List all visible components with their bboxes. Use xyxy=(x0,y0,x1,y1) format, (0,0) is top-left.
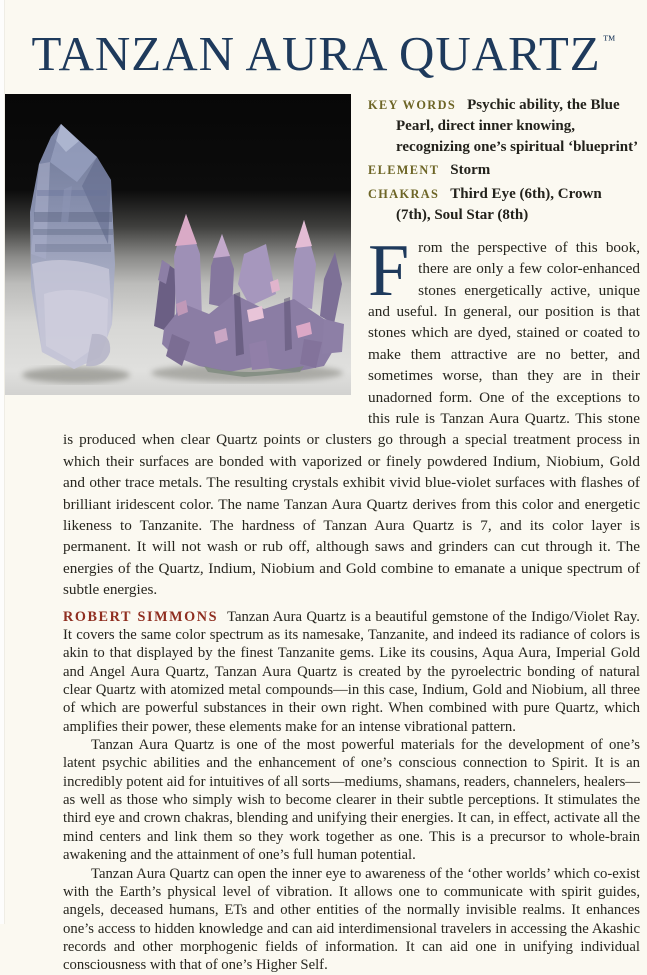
element-row xyxy=(368,160,640,181)
chakras-row xyxy=(368,184,640,226)
chakras-label: CHAKRAS xyxy=(368,187,440,202)
title-text: TANZAN AURA QUARTZ xyxy=(31,26,601,81)
intro-text: rom the perspective of this book, there are only a few color-enhanced stones energetically active, unique and useful. In general, our position is that stones which are dyed, stained or coated to make them attractive are no better, and sometimes worse, than they are in their unadorned form. One of the exceptions to this rule is Tanzan Aura Quartz. This stone is produced when clear Quartz points or clusters go through a special treatment process in which their surfaces are bonded with vaporized or finely powdered Indium, Niobium, Gold and other trace metals. The resulting crystals exhibit vivid blue-violet surfaces with flashes of brilliant iridescent color. The name Tanzan Aura Quartz derives from this color and energetic likeness to Tanzanite. The hardness of Tanzan Aura Quartz is 7, and its color layer is permanent. It will not wash or rub off, although saws and grinders can cut through it. The energies of the Quartz, Indium, Niobium and Gold combine to emanate a unique spectrum of subtle energies. xyxy=(63,238,640,599)
infobox xyxy=(368,94,640,229)
page-title xyxy=(32,13,616,81)
page-edge-strip xyxy=(0,0,5,924)
keywords-label: KEY WORDS xyxy=(368,98,457,112)
keywords-value: Psychic ability, the Blue Pearl, direct inner knowing, recognizing one’s spiritual ‘blueprint’ xyxy=(396,97,639,155)
page-body xyxy=(63,94,640,975)
simmons-paragraph-1-text: Tanzan Aura Quartz is a beautiful gemstone of the Indigo/Violet Ray. It covers the same color spectrum as its namesake, Tanzanite, and indeed its radiance of colors is akin to that displayed by the finest Tanzanite gems. Like its cousins, Aqua Aura, Imperial Gold and Angel Aura Quartz, Tanzan Aura Quartz is created by the pyroelectric bonding of natural clear Quartz with atomized metal compounds—in this case, Indium, Gold and Niobium, all three of which are powerful substances in their own right. When combined with pure Quartz, which amplifies their power, these elements make for an intense vibrational pattern. xyxy=(63,608,640,735)
tanzan-aura-quartz-photo-image xyxy=(4,94,351,395)
crystal-photo xyxy=(4,94,351,395)
chakras-value: Third Eye (6th), Crown (7th), Soul Star (8th) xyxy=(396,186,602,223)
element-label: ELEMENT xyxy=(368,163,440,178)
page-header xyxy=(0,0,647,81)
simmons-label: ROBERT SIMMONS xyxy=(63,608,219,625)
simmons-section xyxy=(63,608,640,975)
simmons-paragraph-1 xyxy=(63,608,640,736)
element-value: Storm xyxy=(450,162,491,179)
simmons-paragraph-3: Tanzan Aura Quartz can open the inner eye to awareness of the ‘other worlds’ which co-exist with the Earth’s physical level of vibration. It allows one to communicate with spirit guides, angels, deceased humans, ETs and other entities of the normally invisible realms. It enhances one’s access to hidden knowledge and can aid interdimensional travelers in accessing the Akashic records and other morphogenic fields of information. It can aid one in unifying individual consciousness with that of one’s Higher Self. xyxy=(63,865,640,974)
simmons-paragraph-2: Tanzan Aura Quartz is one of the most powerful materials for the development of one’s latent psychic abilities and the enhancement of one’s conscious connection to Spirit. It is an incredibly potent aid for intuitives of all sorts—mediums, shamans, readers, channelers, healers—as well as those who simply wish to become clearer in their subtle perceptions. It stimulates the third eye and crown chakras, blending and unifying their energies. It can, in effect, activate all the mind centers and link them so they work together as one. This is a precursor to whole-brain awakening and the attainment of one’s full human potential. xyxy=(63,737,640,864)
keywords-row xyxy=(368,95,640,157)
drop-cap: F xyxy=(368,229,410,312)
trademark-symbol: ™ xyxy=(602,32,616,47)
